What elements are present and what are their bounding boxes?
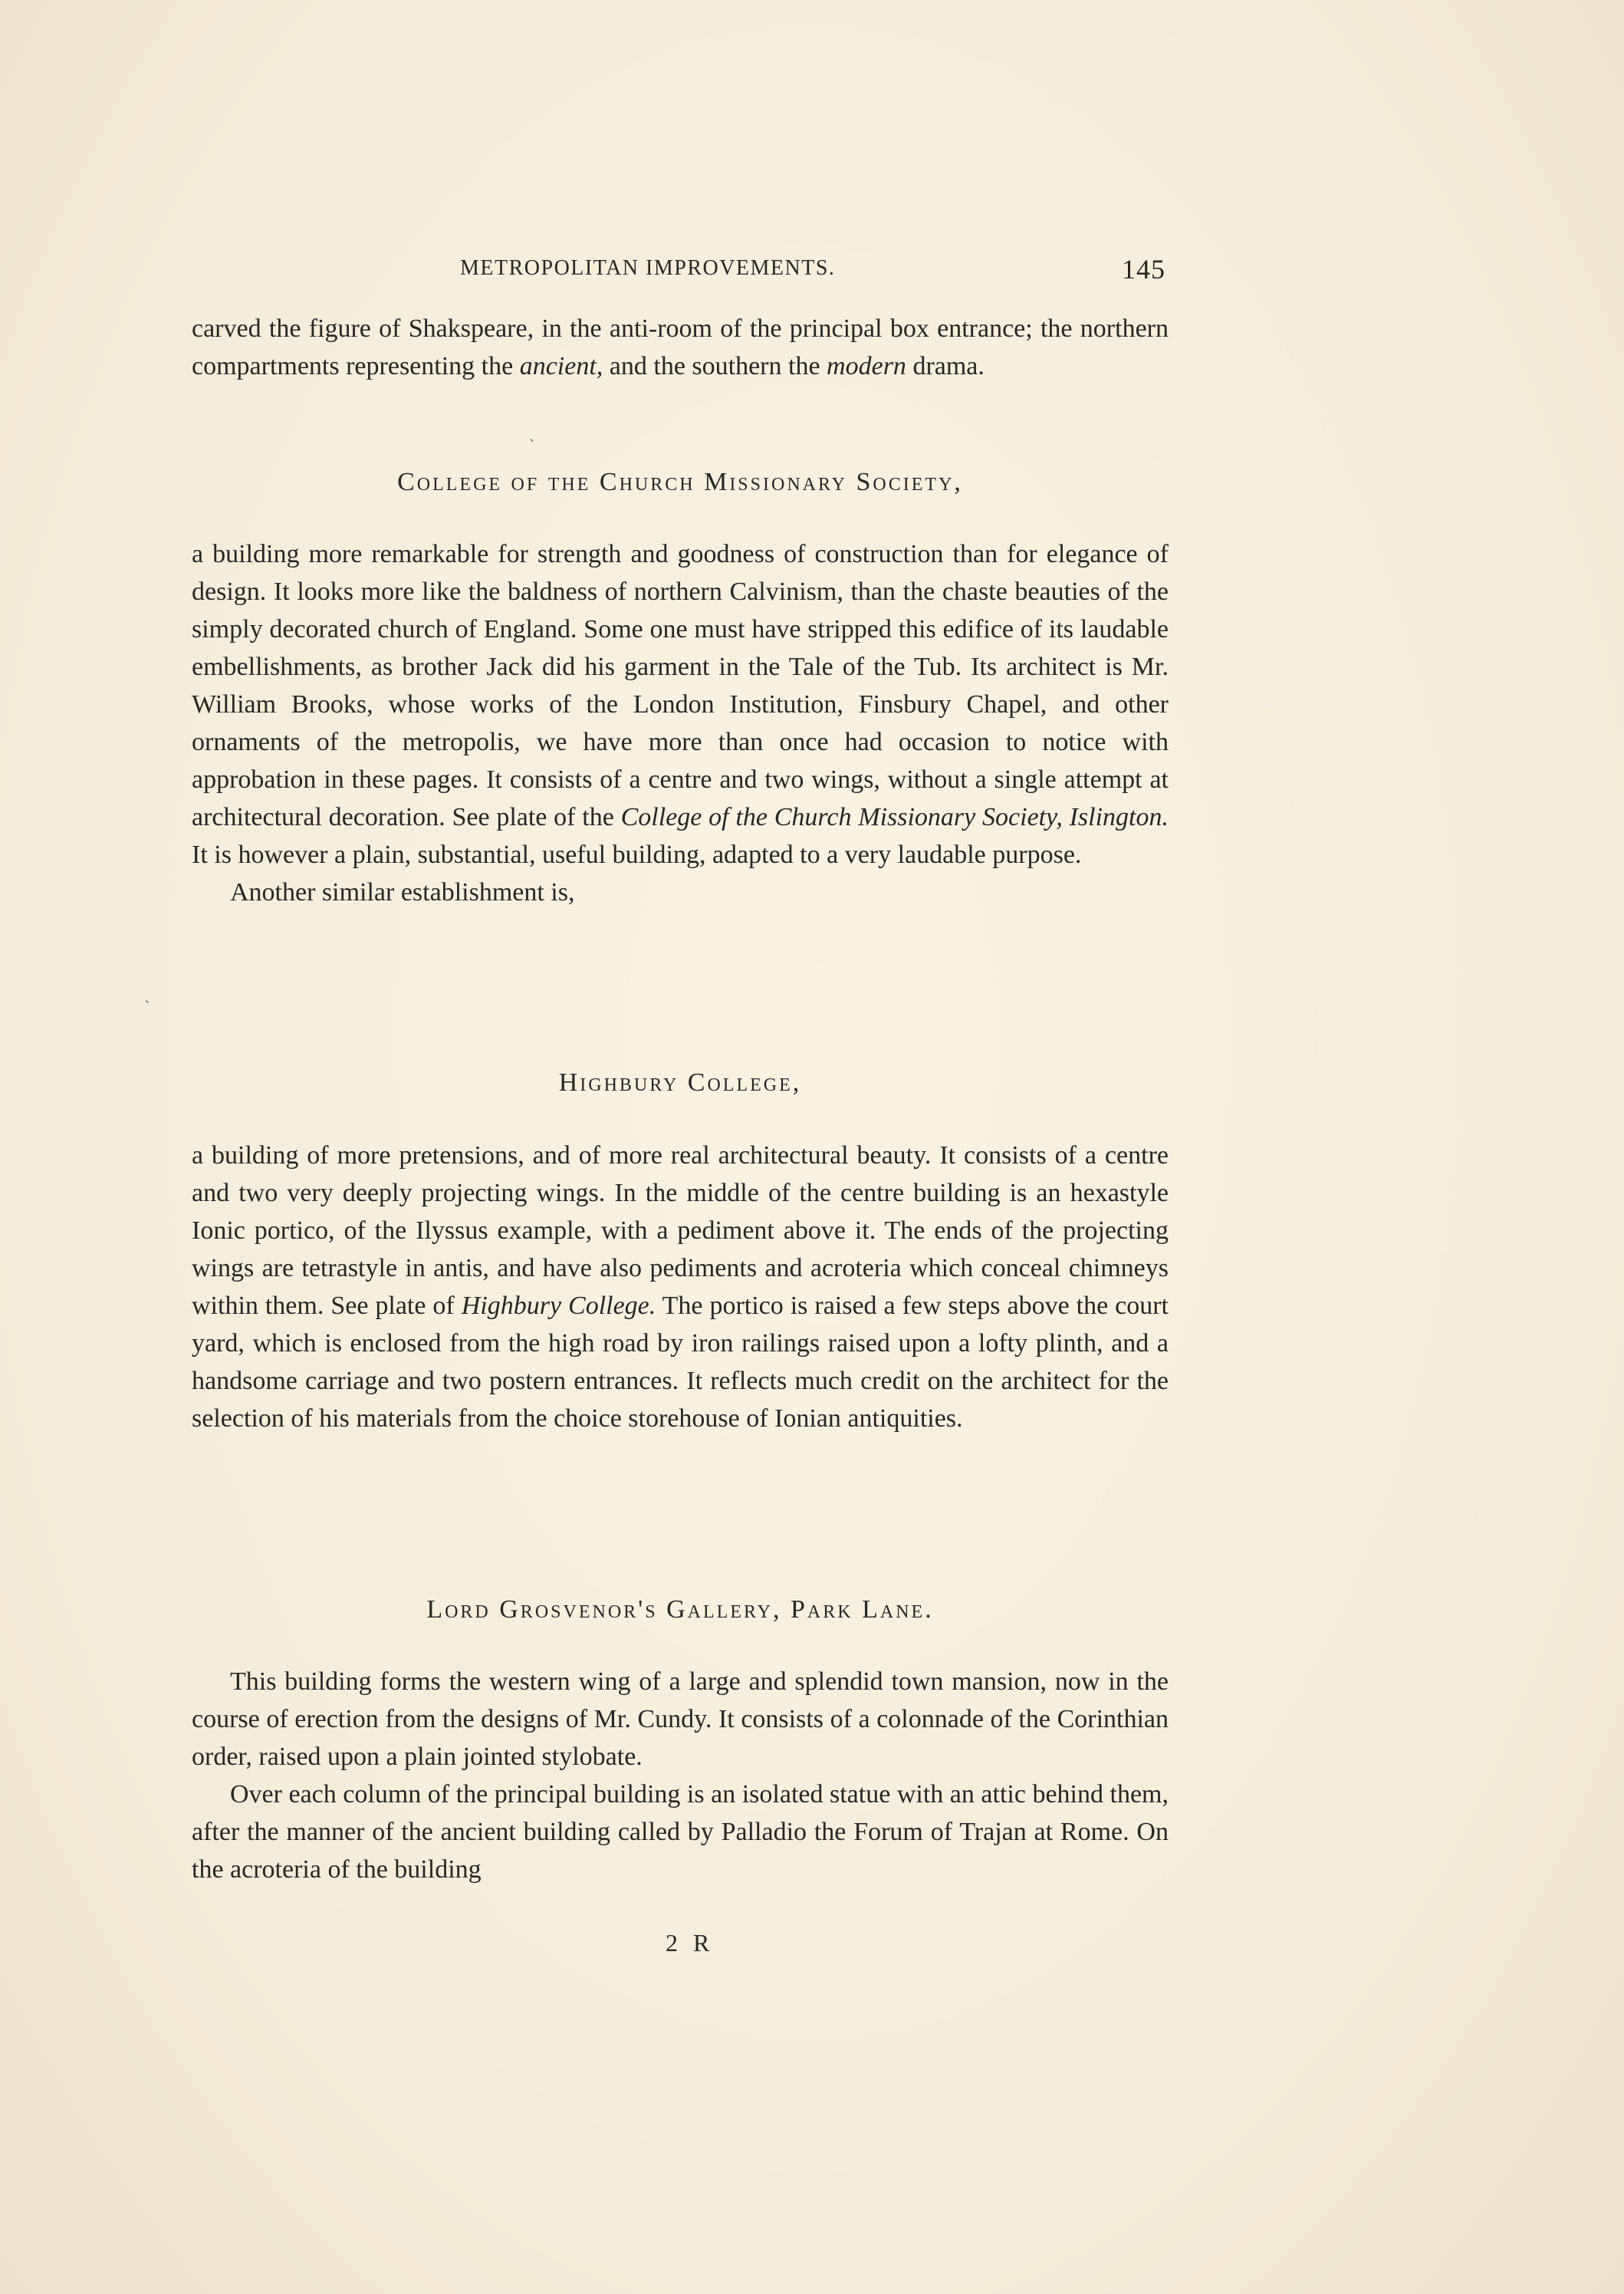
grosvenor-paragraph-1: This building forms the western wing of a large and splendid town mansion, now in the course of erection from the designs of Mr. Cundy. It consists of a colonnade of the Corinthian order, raised upon a plain jointed stylobate.	[192, 1667, 1169, 1771]
section-heading-church-missionary: College of the Church Missionary Society,	[397, 468, 963, 496]
intro-emphasis-ancient: ancient,	[519, 352, 603, 380]
intro-text-start: carved the figure of Shakspeare, in the anti-room of the principal box entrance; the northern compartments representing the	[192, 314, 1169, 380]
section-heading-highbury: Highbury College,	[558, 1068, 802, 1097]
church-missionary-text-end: It is however a plain, substantial, useful building, adapted to a very laudable purpose.	[192, 841, 1082, 869]
section-highbury-body	[192, 1137, 1169, 1437]
intro-text-end: drama.	[906, 352, 985, 380]
signature-mark: 2 R	[666, 1929, 715, 1957]
church-missionary-plate-title: College of the Church Missionary Society, Islington.	[620, 803, 1169, 831]
intro-emphasis-modern: modern	[827, 352, 906, 380]
section-church-missionary-body	[192, 535, 1169, 911]
stray-mark: `	[144, 997, 150, 1016]
highbury-text-start: a building of more pretensions, and of more real architectural beauty. It consists of a centre and two very deeply projecting wings. In the middle of the centre building is an hexastyle Ionic portico, of the Ilyssus example, with a pediment above it. The ends of the projecting wings are tetrastyle in antis, and have also pediments and acroteria which conceal chimneys within them. See plate of	[192, 1141, 1169, 1320]
transition-line: Another similar establishment is,	[230, 878, 575, 907]
page-number: 145	[1122, 254, 1165, 285]
section-grosvenor-body	[192, 1663, 1169, 1888]
church-missionary-text-start: a building more remarkable for strength and goodness of construction than for elegance of design. It looks more like the baldness of northern Calvinism, than the chaste beauties of the simply decorated church of England. Some one must have stripped this edifice of its laudable embellishments, as brother Jack did his garment in the Tale of the Tub. Its architect is Mr. William Brooks, whose works of the London Institution, Finsbury Chapel, and other ornaments of the metropolis, we have more than once had occasion to notice with approbation in these pages. It consists of a centre and two wings, without a single attempt at architectural decoration. See plate of the	[192, 540, 1169, 831]
intro-paragraph	[192, 310, 1169, 385]
section-heading-grosvenor: Lord Grosvenor's Gallery, Park Lane.	[426, 1595, 934, 1624]
stray-mark: `	[529, 436, 535, 455]
highbury-text-end: The portico is raised a few steps above the court yard, which is enclosed from the high road by iron railings raised upon a lofty plinth, and a handsome carriage and two postern entrances. It reflects much credit on the architect for the selection of his materials from the choice storehouse of Ionian antiquities.	[192, 1292, 1169, 1433]
highbury-plate-title: Highbury College.	[461, 1292, 656, 1320]
intro-text-middle: and the southern the	[603, 352, 827, 380]
running-head-title: METROPOLITAN IMPROVEMENTS.	[460, 256, 836, 280]
grosvenor-paragraph-2: Over each column of the principal building is an isolated statue with an attic behind them, after the manner of the ancient building called by Palladio the Forum of Trajan at Rome. On the acroteria of the building	[192, 1780, 1169, 1884]
